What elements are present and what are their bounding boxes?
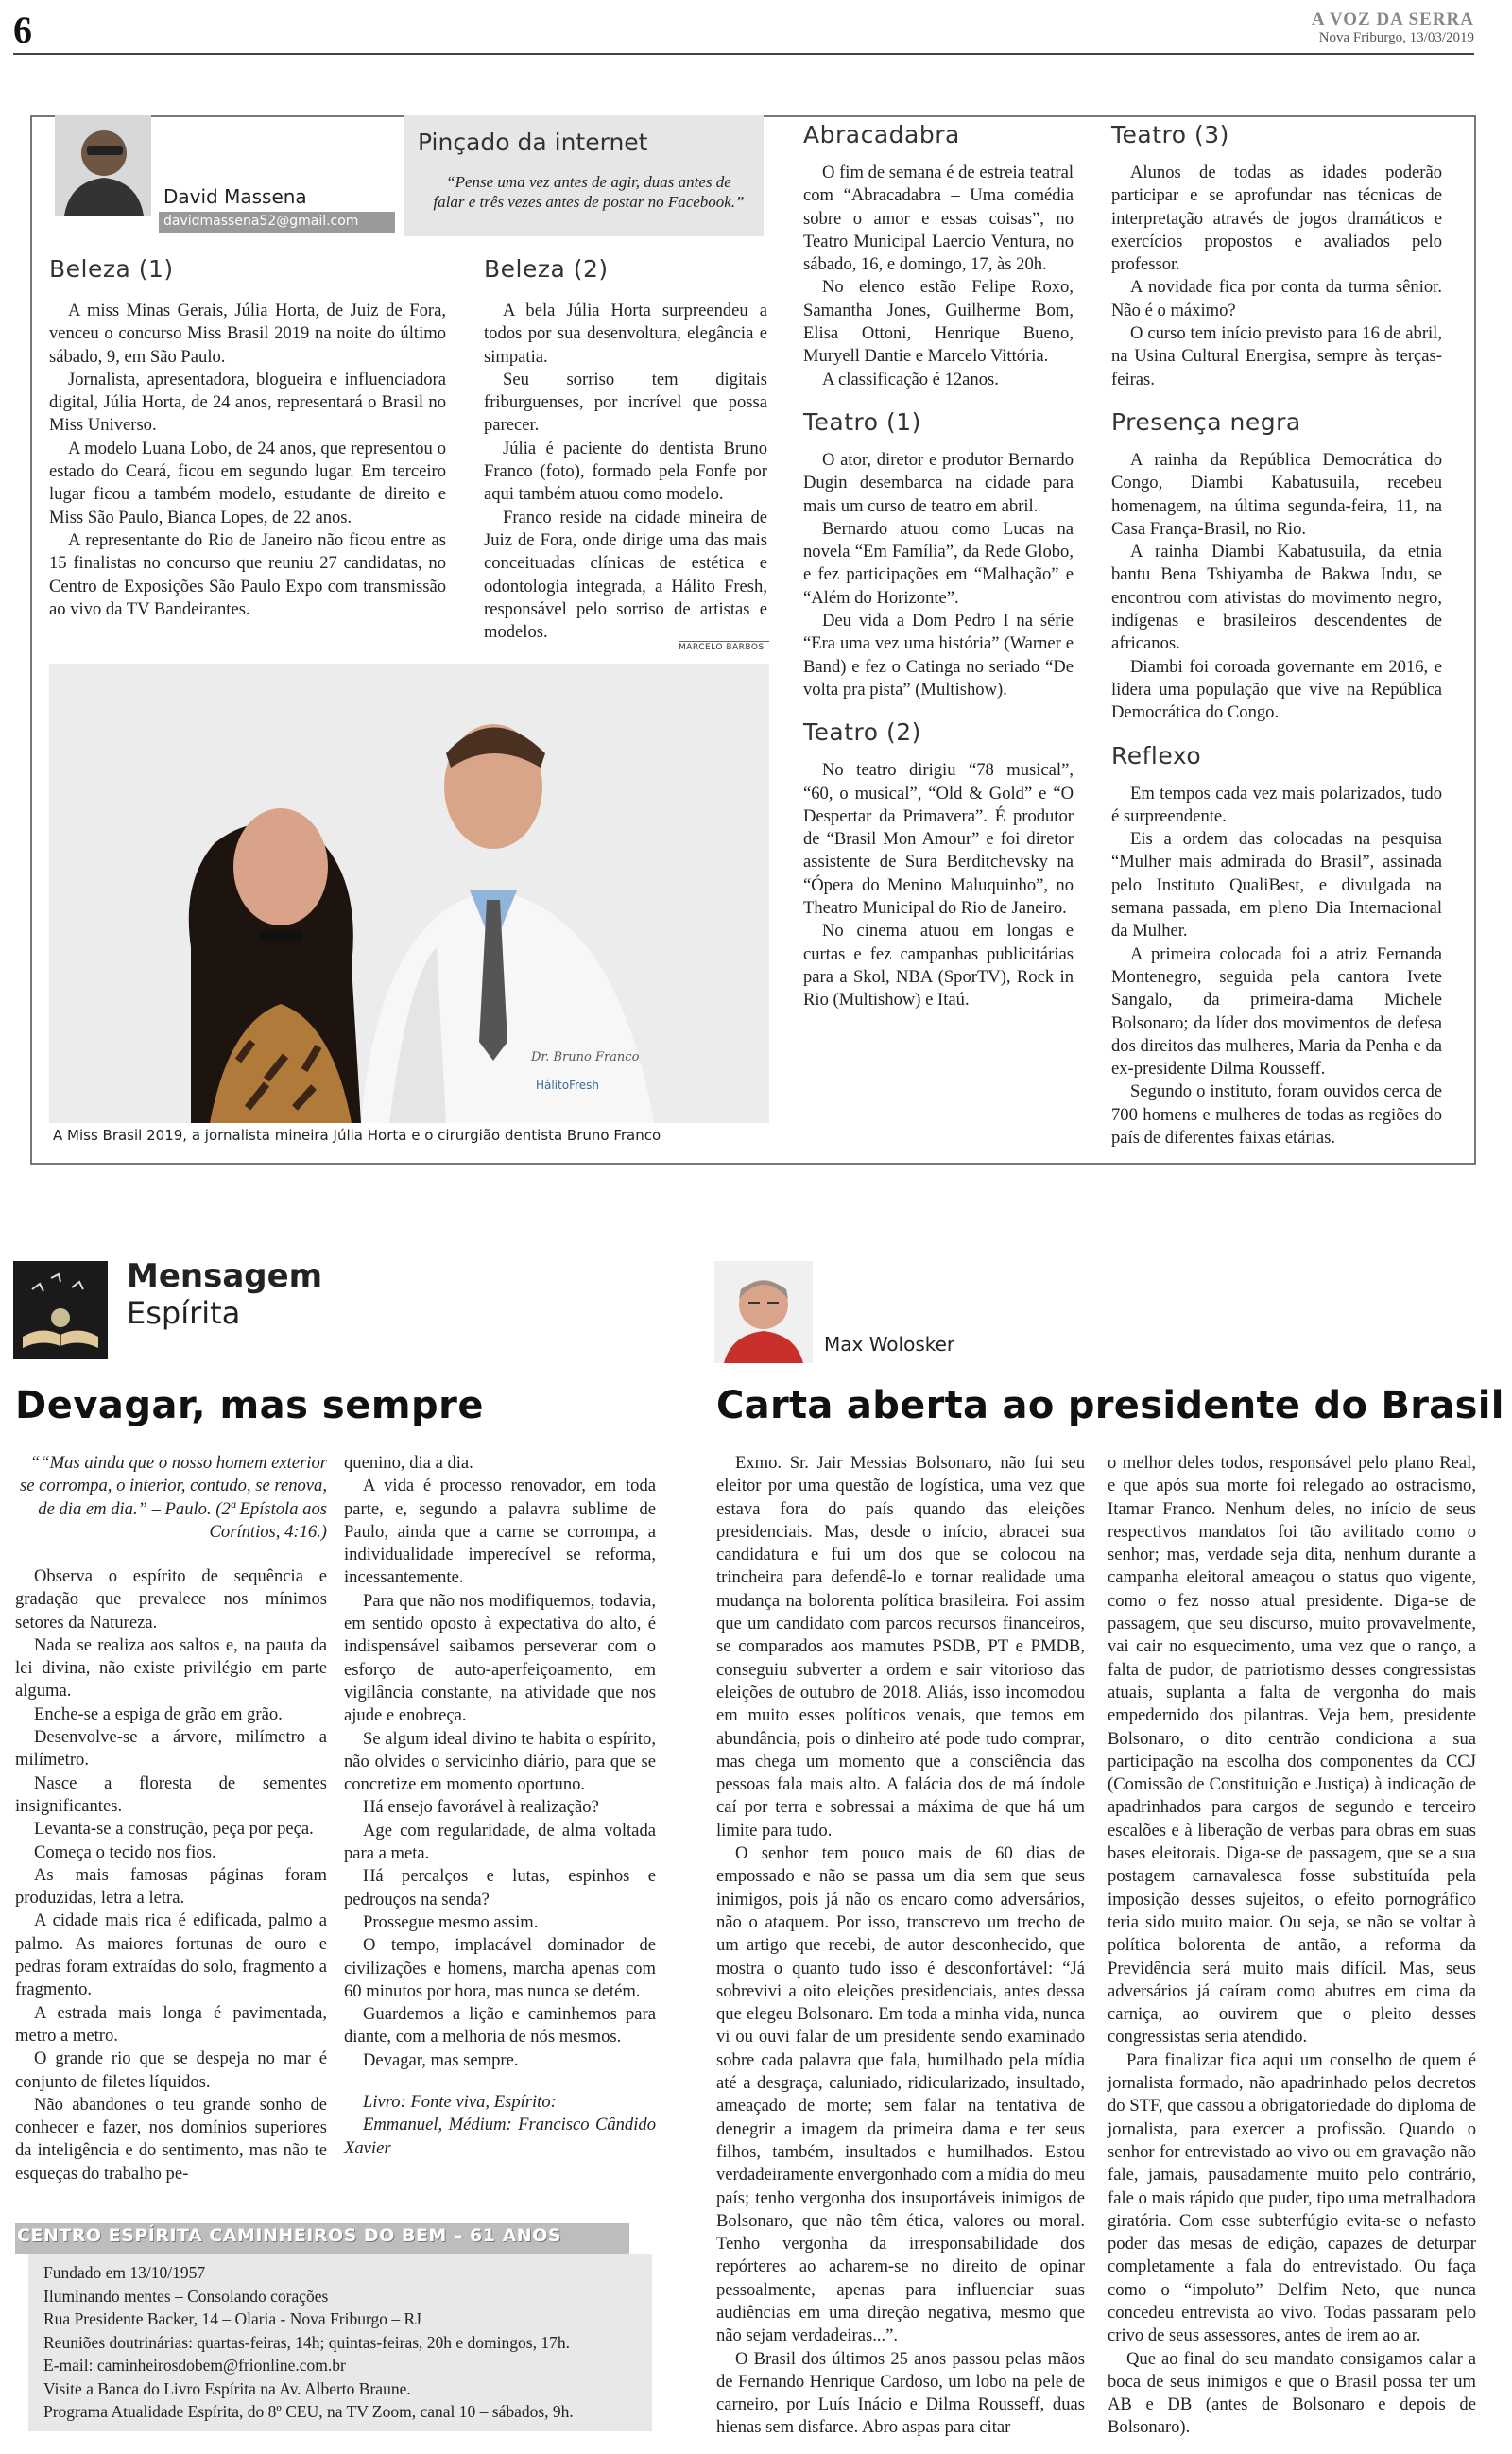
beleza1-title: Beleza (1) [49,255,174,283]
author-avatar [714,1261,813,1363]
paragraph: Júlia é paciente do dentista Bruno Franco (foto), formado pela Fonfe por aqui também atuou como modelo. [484,438,767,505]
abracadabra-body [803,162,1074,391]
paragraph: Seu sorriso tem digitais friburguenses, por incrível que possa parecer. [484,369,767,436]
open-book-icon [13,1261,108,1359]
pincado-box [404,115,764,236]
paragraph: No cinema atuou em longas e curtas e fez campanhas publicitárias para a Skol, NBA (SporTV), Rock in Rio (Multishow) e Itaú. [803,921,1074,1011]
paragraph: Alunos de todas as idades poderão participar e se aprofundar nas técnicas de interpretação através de jogos dramáticos e exercícios propostos e avaliados pelo professor. [1111,163,1442,275]
column-4 [1111,112,1442,1149]
paragraph: O tempo, implacável dominador de civilizações e homens, marcha apenas com 60 minutos por hora, mas nunca se detém. [344,1935,656,2001]
reflexo-title: Reflexo [1111,741,1202,769]
beleza2-title: Beleza (2) [484,255,609,283]
paragraph: As mais famosas páginas foram produzidas, letra a letra. [15,1864,327,1909]
paragraph: Bernardo atuou como Lucas na novela “Em Família”, da Rede Globo, e fez participações em “Malhação” e “Além do Horizonte”. [803,518,1074,608]
mensagem-headline: Devagar, mas sempre [15,1384,485,1427]
paragraph: Eis a ordem das colocadas na pesquisa “Mulher mais admirada do Brasil”, assinada pelo Instituto QualiBest, e divulgada na semana passada, em pleno Dia Internacional da Mulher. [1111,829,1442,942]
paragraph: Levanta-se a construção, peça por peça. [34,1819,314,1840]
paragraph: Segundo o instituto, foram ouvidos cerca de 700 homens e mulheres de todas as regiões do país de diferentes faixas etárias. [1111,1081,1442,1148]
column-3 [803,112,1074,1012]
teatro2-title: Teatro (2) [803,718,921,747]
paragraph: Em tempos cada vez mais polarizados, tudo é surpreendente. [1111,783,1442,826]
columnist-email[interactable]: davidmassena52@gmail.com [163,214,359,229]
paragraph: Enche-se a espiga de grão em grão. [34,1703,283,1724]
paragraph: A estrada mais longa é pavimentada, metro a metro. [15,2002,327,2046]
presenca-body [1111,449,1442,725]
columnist-name: David Massena [163,185,307,208]
paragraph: Age com regularidade, de alma voltada para a meta. [344,1820,656,1864]
paragraph: A rainha Diambi Kabatusuila, da etnia bantu Bena Tshiyamba de Bakwa Indu, se encontrou com ativistas do movimento negro, indígenas e brasileiros descendentes de africanos. [1111,542,1442,654]
paragraph: O fim de semana é de estreia teatral com “Abracadabra – Uma comédia sobre o amor e essas coisas”, no Teatro Municipal Laercio Ventura, no sábado, 16, e domingo, 17, às 20h. [803,163,1074,275]
main-photo [49,664,769,1123]
paragraph: O Brasil dos últimos 25 anos passou pelas mãos de Fernando Henrique Cardoso, um lobo na pele de carneiro, por Luís Inácio e Dilma Rousseff, duas hienas sem disfarce. Abro aspas para citar [716,2348,1085,2438]
paragraph: Diambi foi coroada governante em 2016, e lidera uma população que vive na República Democrática do Congo. [1111,656,1442,723]
paragraph: Para que não nos modifiquemos, todavia, em sentido oposto à expectativa do alto, é indispensável saibamos perseverar com o esforço de auto-aperfeiçoamento, em vigilância constante, na atividade que nos ajude e enobreça. [344,1590,656,1726]
paragraph: Para finalizar fica aqui um conselho de quem é jornalista formado, não apadrinhado pelos decretos do STF, que cassou a obrigatoriedade do diploma de jornalista, para exercer a profissão. Quando o senhor for entrevistado ao vivo ou em gravação não fale, jamais, pausadamente muito pelo contrário, fale o mais rápido que puder, tipo uma metralhadora giratória. Com esse subterfúgio evita-se o nefasto poder das mesas de edição, capazes de deturpar completamente a fala do entrevistado. Ou faça como o “impoluto” Delfim Neto, que nunca concedeu entrevista ao vivo. Todas passaram pelo crivo de seus assessores, antes de irem ao ar. [1108,2049,1476,2346]
centro-line: Iluminando mentes – Consolando corações [43,2286,329,2306]
paragraph: A miss Minas Gerais, Júlia Horta, de Juiz de Fora, venceu o concurso Miss Brasil 2019 na noite do último sábado, 9, em São Paulo. [49,301,446,367]
mensagem-col1 [15,1565,327,2186]
paragraph: quenino, dia a dia. [344,1453,473,1473]
paragraph: Nasce a floresta de sementes insignificantes. [15,1772,327,1816]
paragraph: A modelo Luana Lobo, de 24 anos, que representou o estado do Ceará, ficou em segundo lugar. Em terceiro lugar ficou a também modelo, estudante de direito e Miss São Paulo, Bianca Lopes, de 22 anos. [49,438,446,527]
paragraph: Nada se realiza aos saltos e, na pauta da lei divina, não existe privilégio em parte alguma. [15,1634,327,1702]
centro-line: Rua Presidente Backer, 14 – Olaria - Nova Friburgo – RJ [43,2309,421,2328]
teatro3-title: Teatro (3) [1111,121,1229,148]
person-portrait-icon [714,1261,813,1363]
paragraph: No elenco estão Felipe Roxo, Samantha Jones, Guilherme Bom, Elisa Ottoni, Henrique Bueno, Muryell Dantie e Marcelo Vittória. [803,277,1074,367]
paragraph: A cidade mais rica é edificada, palmo a palmo. As maiores fortunas de ouro e pedras foram extraídas do solo, fragmento a fragmento. [15,1910,327,2000]
teatro1-body [803,449,1074,701]
centro-line: Reuniões doutrinárias: quartas-feiras, 14h; quintas-feiras, 20h e domingos, 17h. [43,2332,570,2352]
carta-author: Max Wolosker [824,1333,955,1356]
paragraph: Não abandones o teu grande sonho de conhecer e fazer, nos domínios superiores da inteligência e do sentimento, mas não te esqueças do trabalho pe- [15,2094,327,2184]
paragraph: A vida é processo renovador, em toda parte, e, segundo a palavra sublime de Paulo, ainda que a carne se corrompa, a individualidade imperecível se reforma, incessantemente. [344,1476,656,1588]
paragraph: O curso tem início previsto para 16 de abril, na Usina Cultural Energisa, sempre às terças-feiras. [1111,323,1442,389]
mensagem-logo [13,1261,108,1359]
paragraph: Devagar, mas sempre. [363,2049,519,2070]
paragraph: Começa o tecido nos fios. [34,1841,216,1862]
mensagem-section-1: Mensagem [127,1257,323,1295]
header-rule [13,53,1474,55]
source-line: Livro: Fonte viva, Espírito: [363,2092,557,2113]
paragraph: o melhor deles todos, responsável pelo plano Real, e que após sua morte foi relegado ao ostracismo, Itamar Franco. Nenhum deles, no início de seus respectivos mandatos foi tão avilitado como o senhor; mas, verdade seja dita, nenhum durante a campanha eleitoral ameaçou o status quo vigente, como o fez nosso atual presidente. Diga-se de passagem, que seu discurso, muito provavelmente, vai cair no esquecimento, uma vez que o ranço, a falta de pudor, de patriotismo desses congressistas atuais, suplanta a falta de vergonha do mais empedernido dos pilantras. Veja bem, presidente Bolsonaro, o dito centrão condiciona a sua participação na escolha dos componentes da CCJ (Comissão de Constituição e Justiça) à indicação de apadrinhados para cargos de segundo e terceiro escalões e à liberação de verbas para obras em suas bases eleitorais. Diga-se de passagem, que se a sua postagem carnavalesca fosse substituída pela imposição desses sujeitos, o efeito pornográfico teria sido muito maior. Ou seja, se não se voltar à política bolorenta de antão, a reforma da Previdência será muito mais difícil. Mas, seus adversários já caíram como abutres em cima da carniça, ao ouvirem que o pleito desses congressistas seria atendido. [1108,1453,1476,2048]
paragraph: Prossegue mesmo assim. [363,1911,539,1932]
columnist-avatar [55,115,151,216]
carta-headline: Carta aberta ao presidente do Brasil [716,1384,1504,1427]
credit-rule [679,641,769,642]
paragraph: O grande rio que se despeja no mar é conjunto de filetes líquidos. [15,2048,327,2092]
beleza2-section [484,255,767,644]
paragraph: Que ao final do seu mandato consigamos calar a boca de seus inimigos e que o Brasil possa ter um AB e DB (antes de Bolsonaro e depois de Bolsonaro). [1108,2348,1476,2438]
photo-caption: A Miss Brasil 2019, a jornalista mineira Júlia Horta e o cirurgião dentista Bruno Franco [53,1127,662,1144]
teatro2-body [803,759,1074,1011]
photo-credit: MARCELO BARBOS [679,643,765,652]
masthead-name: A VOZ DA SERRA [1311,9,1474,29]
paragraph: A rainha da República Democrática do Congo, Diambi Kabatusuila, recebeu homenagem, na última segunda-feira, 11, na Casa França-Brasil, no Rio. [1111,449,1442,539]
paragraph: Desenvolve-se a árvore, milímetro a milímetro. [15,1727,327,1771]
paragraph: Há percalços e lutas, espinhos e pedrouços na senda? [344,1866,656,1910]
centro-box [28,2254,652,2431]
beleza1-body [49,300,446,621]
brand-label: HálitoFresh [536,1079,600,1092]
paragraph: Observa o espírito de sequência e gradação que prevalece nos mínimos setores da Natureza. [15,1566,327,1633]
centro-line: Fundado em 13/10/1957 [43,2263,206,2282]
carta-col2 [1108,1452,1476,2440]
paragraph: Franco reside na cidade mineira de Juiz de Fora, onde dirige uma das mais conceituadas clínicas de estética e odontologia integrada, a Hálito Fresh, responsável pelo sorriso de artistas e modelos. [484,507,767,643]
page-number: 6 [13,9,32,51]
paragraph: O senhor tem pouco mais de 60 dias de empossado e não se passa um dia sem que seus inimigos, pois já não os encaro como adversários, não o ataquem. Por isso, transcrevo um trecho de um artigo que recebi, de autor desconhecido, que mostra o quanto tudo isso é desconfortável: “Já sobrevivi a oito eleições presidenciais, antes dessa que elegeu Bolsonaro. Em toda a minha vida, nunca vi ou ouvi falar de um presidente sendo examinado sobre cada palavra que fala, humilhado pela mídia até a desgraça, caluniado, ridicularizado, insultado, ameaçado de morte; sem falar na tentativa de denegrir a imagem da primeira dama e ter seus filhos, também, insultados e humilhados. Estou verdadeiramente envergonhado com a mídia do meu país; tenho vergonha dos insuportáveis inimigos de Bolsonaro, que não têm ética, valores ou moral. Tenho vergonha da irresponsabilidade dos repórteres ao acharem-se no direito de opinar pessoalmente, apenas para influenciar suas audiências em uma direção negativa, mesmo que não sejam verdadeiras...”. [716,1843,1085,2346]
columnist-card [55,115,359,236]
paragraph: O ator, diretor e produtor Bernardo Dugin desembarca na cidade para mais um curso de teatro em abril. [803,449,1074,516]
abracadabra-title: Abracadabra [803,121,960,148]
teatro1-title: Teatro (1) [803,407,921,436]
presenca-title: Presença negra [1111,407,1301,436]
paragraph: A classificação é 12anos. [822,369,999,389]
paragraph: A novidade fica por conta da turma sênior. Não é o máximo? [1111,277,1442,320]
beleza1-section [49,255,446,621]
pincado-quote: “Pense uma vez antes de agir, duas antes de falar e três vezes antes de postar no Facebook.” [433,173,745,211]
teatro3-body [1111,162,1442,391]
reflexo-body [1111,783,1442,1150]
paragraph: Há ensejo favorável à realização? [363,1797,599,1818]
paragraph: Se algum ideal divino te habita o espírito, não olvides o servicinho diário, para que se concretize em momento oportuno. [344,1728,656,1795]
paragraph: Jornalista, apresentadora, blogueira e influenciadora digital, Júlia Horta, de 24 anos, representará o Brasil no Miss Universo. [49,369,446,436]
mensagem-section-2: Espírita [127,1295,241,1331]
paragraph: A representante do Rio de Janeiro não ficou entre as 15 finalistas no concurso que reuniu 27 candidatas, no Centro de Exposições São Paulo Expo com transmissão ao vivo da TV Bandeirantes. [49,529,446,619]
pincado-title: Pinçado da internet [418,129,648,156]
source-line: Emmanuel, Médium: Francisco Cândido Xavier [344,2115,656,2158]
paragraph: A bela Júlia Horta surpreendeu a todos por sua desenvoltura, elegância e simpatia. [484,301,767,367]
centro-line: Programa Atualidade Espírita, do 8º CEU, na TV Zoom, canal 10 – sábados, 9h. [43,2402,574,2421]
person-portrait-icon [55,115,151,216]
paragraph: Exmo. Sr. Jair Messias Bolsonaro, não fui seu eleitor por uma questão de logística, uma vez que estava fora do país quando das eleições presidenciais. Mas, desde o início, abracei sua candidatura e fui um dos que se colocou na trincheira para defendê-lo e tornar realidade uma mudança na bolorenta política brasileira. Foi assim que um candidato com parcos recursos financeiros, se comparados aos mamutes PSDB, PT e PMDB, conseguiu subverter a ordem e sair vitorioso das eleições de outubro de 2018. Aliás, isso incomodou em muito esses políticos venais, que temos em abundância, pois o dinheiro até pode tudo comprar, mas chega um momento que a consciência das pessoas fala mais alto. A falácia dos de má índole caí por terra e sobressai a máxima de que há um limite para tudo. [716,1453,1085,1840]
paragraph: Guardemos a lição e caminhemos para diante, com a melhoria de nós mesmos. [344,2004,656,2048]
beleza2-body [484,300,767,644]
mensagem-col2 [344,1452,656,2160]
carta-col1 [716,1452,1085,2440]
centro-title: CENTRO ESPÍRITA CAMINHEIROS DO BEM – 61 ANOS [17,2225,562,2246]
centro-email[interactable]: E-mail: caminheirosdobem@frionline.com.br [43,2356,346,2375]
paragraph: No teatro dirigiu “78 musical”, “60, o musical”, “Old & Gold” e “O Despertar da Primavera”. É produtor de “Brasil Mon Amour” e foi diretor assistente de Sura Berditchevsky na “Ópera do Menino Maluquinho”, no Theatro Municipal do Rio de Janeiro. [803,760,1074,919]
coat-label: Dr. Bruno Franco [531,1050,640,1064]
centro-line: Visite a Banca do Livro Espírita na Av. Alberto Braune. [43,2378,411,2398]
paragraph: Deu vida a Dom Pedro I na série “Era uma vez uma história” (Warner e Band) e fez o Catinga no seriado “De volta pra pista” (Multishow). [803,611,1074,700]
masthead-date: Nova Friburgo, 13/03/2019 [1318,30,1474,45]
mensagem-epigraph: ““Mas ainda que o nosso homem exterior se corrompa, o interior, contudo, se renova, de dia em dia.” – Paulo. (2ª Epístola aos Coríntios, 4:16.) [19,1453,327,1542]
paragraph: A primeira colocada foi a atriz Fernanda Montenegro, seguida pela cantora Ivete Sangalo, da primeira-dama Michele Bolsonaro; da líder dos movimentos de defesa dos direitos das mulheres, Maria da Penha e da ex-presidente Dilma Rousseff. [1111,943,1442,1080]
couple-photo-image [49,664,769,1123]
